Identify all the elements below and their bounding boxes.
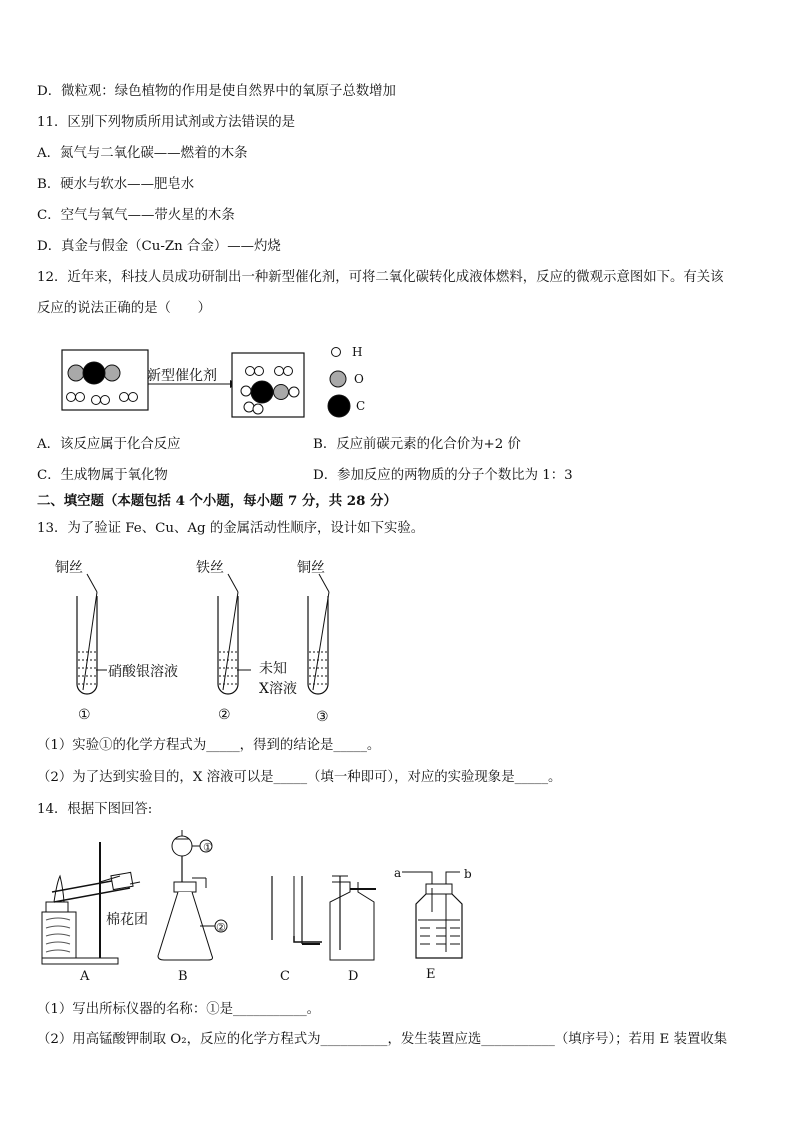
q12-option-a: A．该反应属于化合反应 bbox=[37, 437, 181, 452]
svg-text:①: ① bbox=[78, 707, 91, 723]
svg-text:铁丝: 铁丝 bbox=[196, 560, 224, 576]
svg-text:O: O bbox=[354, 372, 364, 386]
reaction-diagram bbox=[60, 340, 390, 425]
apparatus-d bbox=[330, 876, 376, 984]
svg-text:硝酸银溶液: 硝酸银溶液 bbox=[108, 664, 178, 680]
apparatus-e bbox=[394, 866, 472, 982]
svg-text:棉花团: 棉花团 bbox=[106, 912, 148, 928]
svg-text:D: D bbox=[348, 969, 359, 984]
q12-option-c: C．生成物属于氧化物 bbox=[37, 468, 168, 483]
svg-text:a: a bbox=[394, 866, 402, 880]
svg-text:C: C bbox=[280, 969, 290, 984]
section-2-heading: 二、填空题（本题包括 4 个小题，每小题 7 分，共 28 分） bbox=[37, 493, 397, 509]
apparatus-b bbox=[158, 830, 227, 984]
tube-3 bbox=[297, 559, 329, 725]
q13-stem: 13．为了验证 Fe、Cu、Ag 的金属活动性顺序，设计如下实验。 bbox=[37, 521, 425, 536]
q11-option-d: D．真金与假金（Cu-Zn 合金）——灼烧 bbox=[37, 239, 281, 254]
q12-stem-line1: 12．近年来，科技人员成功研制出一种新型催化剂，可将二氧化碳转化成液体燃料，反应的微观示意图如下。有关该 bbox=[37, 270, 724, 285]
co2-molecule bbox=[83, 362, 105, 384]
svg-text:铜丝: 铜丝 bbox=[297, 560, 325, 576]
legend-o-icon bbox=[330, 371, 346, 387]
svg-text:③: ③ bbox=[316, 709, 329, 725]
q11-option-c: C．空气与氧气——带火星的木条 bbox=[37, 208, 235, 223]
q11-stem: 11．区别下列物质所用试剂或方法错误的是 bbox=[37, 115, 296, 130]
q12-option-b: B．反应前碳元素的化合价为+2 价 bbox=[313, 437, 521, 452]
q12-stem-line2: 反应的说法正确的是（ ） bbox=[37, 301, 212, 316]
q13-part1: （1）实验①的化学方程式为_____，得到的结论是_____。 bbox=[37, 738, 381, 753]
svg-text:E: E bbox=[426, 967, 436, 982]
svg-text:X溶液: X溶液 bbox=[259, 681, 297, 697]
svg-text:B: B bbox=[178, 969, 188, 984]
svg-text:①: ① bbox=[203, 841, 213, 854]
q14-stem: 14．根据下图回答: bbox=[37, 802, 153, 817]
svg-text:b: b bbox=[464, 867, 472, 881]
catalyst-label: 新型催化剂 bbox=[147, 368, 217, 384]
q11-option-a: A．氮气与二氧化碳——燃着的木条 bbox=[37, 146, 248, 161]
svg-text:②: ② bbox=[216, 921, 226, 934]
legend-c-icon bbox=[328, 395, 350, 417]
apparatus-a bbox=[42, 842, 148, 984]
test-tubes-diagram bbox=[55, 552, 355, 727]
svg-text:A: A bbox=[80, 969, 90, 984]
svg-text:C: C bbox=[356, 399, 366, 413]
legend-h-icon bbox=[332, 348, 341, 357]
q14-part2: （2）用高锰酸钾制取 O₂，反应的化学方程式为__________，发生装置应选___________（填序号）；若用 E 装置收集 bbox=[37, 1032, 728, 1047]
tube-2 bbox=[196, 559, 297, 723]
q13-part2: （2）为了达到实验目的，X 溶液可以是_____（填一种即可），对应的实验现象是_____。 bbox=[37, 770, 562, 785]
apparatus-diagram bbox=[40, 832, 480, 992]
tube-1 bbox=[55, 559, 178, 723]
q10-option-d: D．微粒观：绿色植物的作用是使自然界中的氧原子总数增加 bbox=[37, 84, 396, 99]
apparatus-c bbox=[272, 876, 322, 984]
q14-part1: （1）写出所标仪器的名称：①是___________。 bbox=[37, 1002, 321, 1017]
q12-option-d: D．参加反应的两物质的分子个数比为 1：3 bbox=[313, 468, 573, 483]
svg-text:H: H bbox=[352, 345, 363, 359]
svg-text:未知: 未知 bbox=[259, 661, 287, 677]
svg-text:②: ② bbox=[218, 707, 231, 723]
q11-option-b: B．硬水与软水——肥皂水 bbox=[37, 177, 195, 192]
svg-text:铜丝: 铜丝 bbox=[55, 560, 83, 576]
